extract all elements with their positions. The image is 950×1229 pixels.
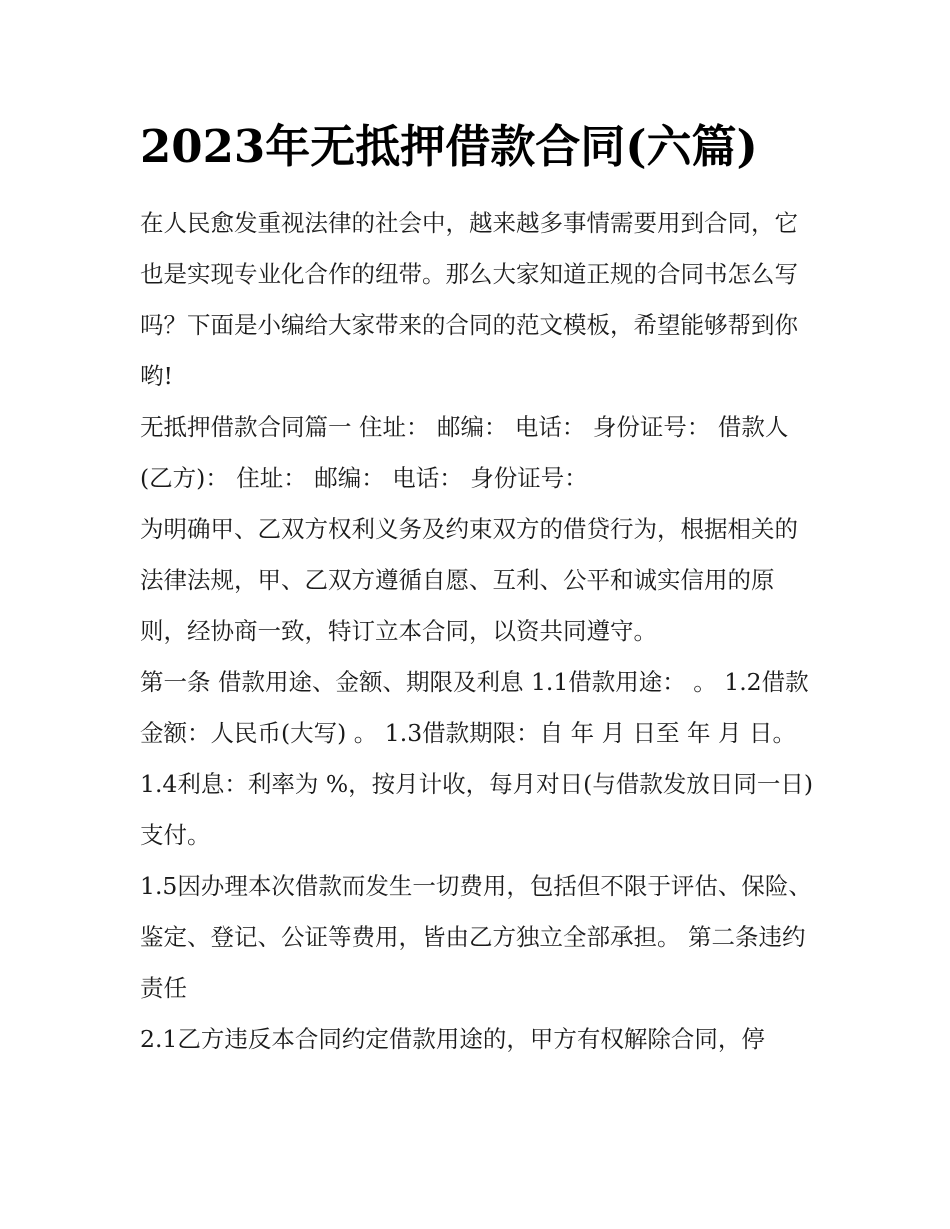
document-title: 2023年无抵押借款合同(六篇) [140, 120, 758, 173]
paragraph-parties: 无抵押借款合同篇一 住址： 邮编： 电话： 身份证号： 借款人(乙方)： 住址： 邮编： 电话： 身份证号： [140, 413, 789, 492]
paragraph-interest: 1.4利息：利率为 %，按月计收，每月对日(与借款发放日同一日)支付。 [140, 770, 814, 849]
paragraph-article-1: 第一条 借款用途、金额、期限及利息 1.1借款用途： 。 1.2借款金额：人民币(大写) 。 1.3借款期限：自 年 月 日至 年 月 日。 [140, 668, 809, 747]
paragraph-purpose: 为明确甲、乙双方权利义务及约束双方的借贷行为，根据相关的法律法规，甲、乙双方遵循自愿、互利、公平和诚实信用的原则，经协商一致，特订立本合同，以资共同遵守。 [140, 515, 798, 645]
document-body [140, 198, 816, 1065]
paragraph-fees: 1.5因办理本次借款而发生一切费用，包括但不限于评估、保险、鉴定、登记、公证等费用，皆由乙方独立全部承担。 第二条违约责任 [140, 872, 812, 1002]
paragraph-breach: 2.1乙方违反本合同约定借款用途的，甲方有权解除合同，停 [140, 1025, 765, 1053]
paragraph-intro: 在人民愈发重视法律的社会中，越来越多事情需要用到合同，它也是实现专业化合作的纽带。那么大家知道正规的合同书怎么写吗？下面是小编给大家带来的合同的范文模板，希望能够帮到你哟! [140, 209, 798, 390]
